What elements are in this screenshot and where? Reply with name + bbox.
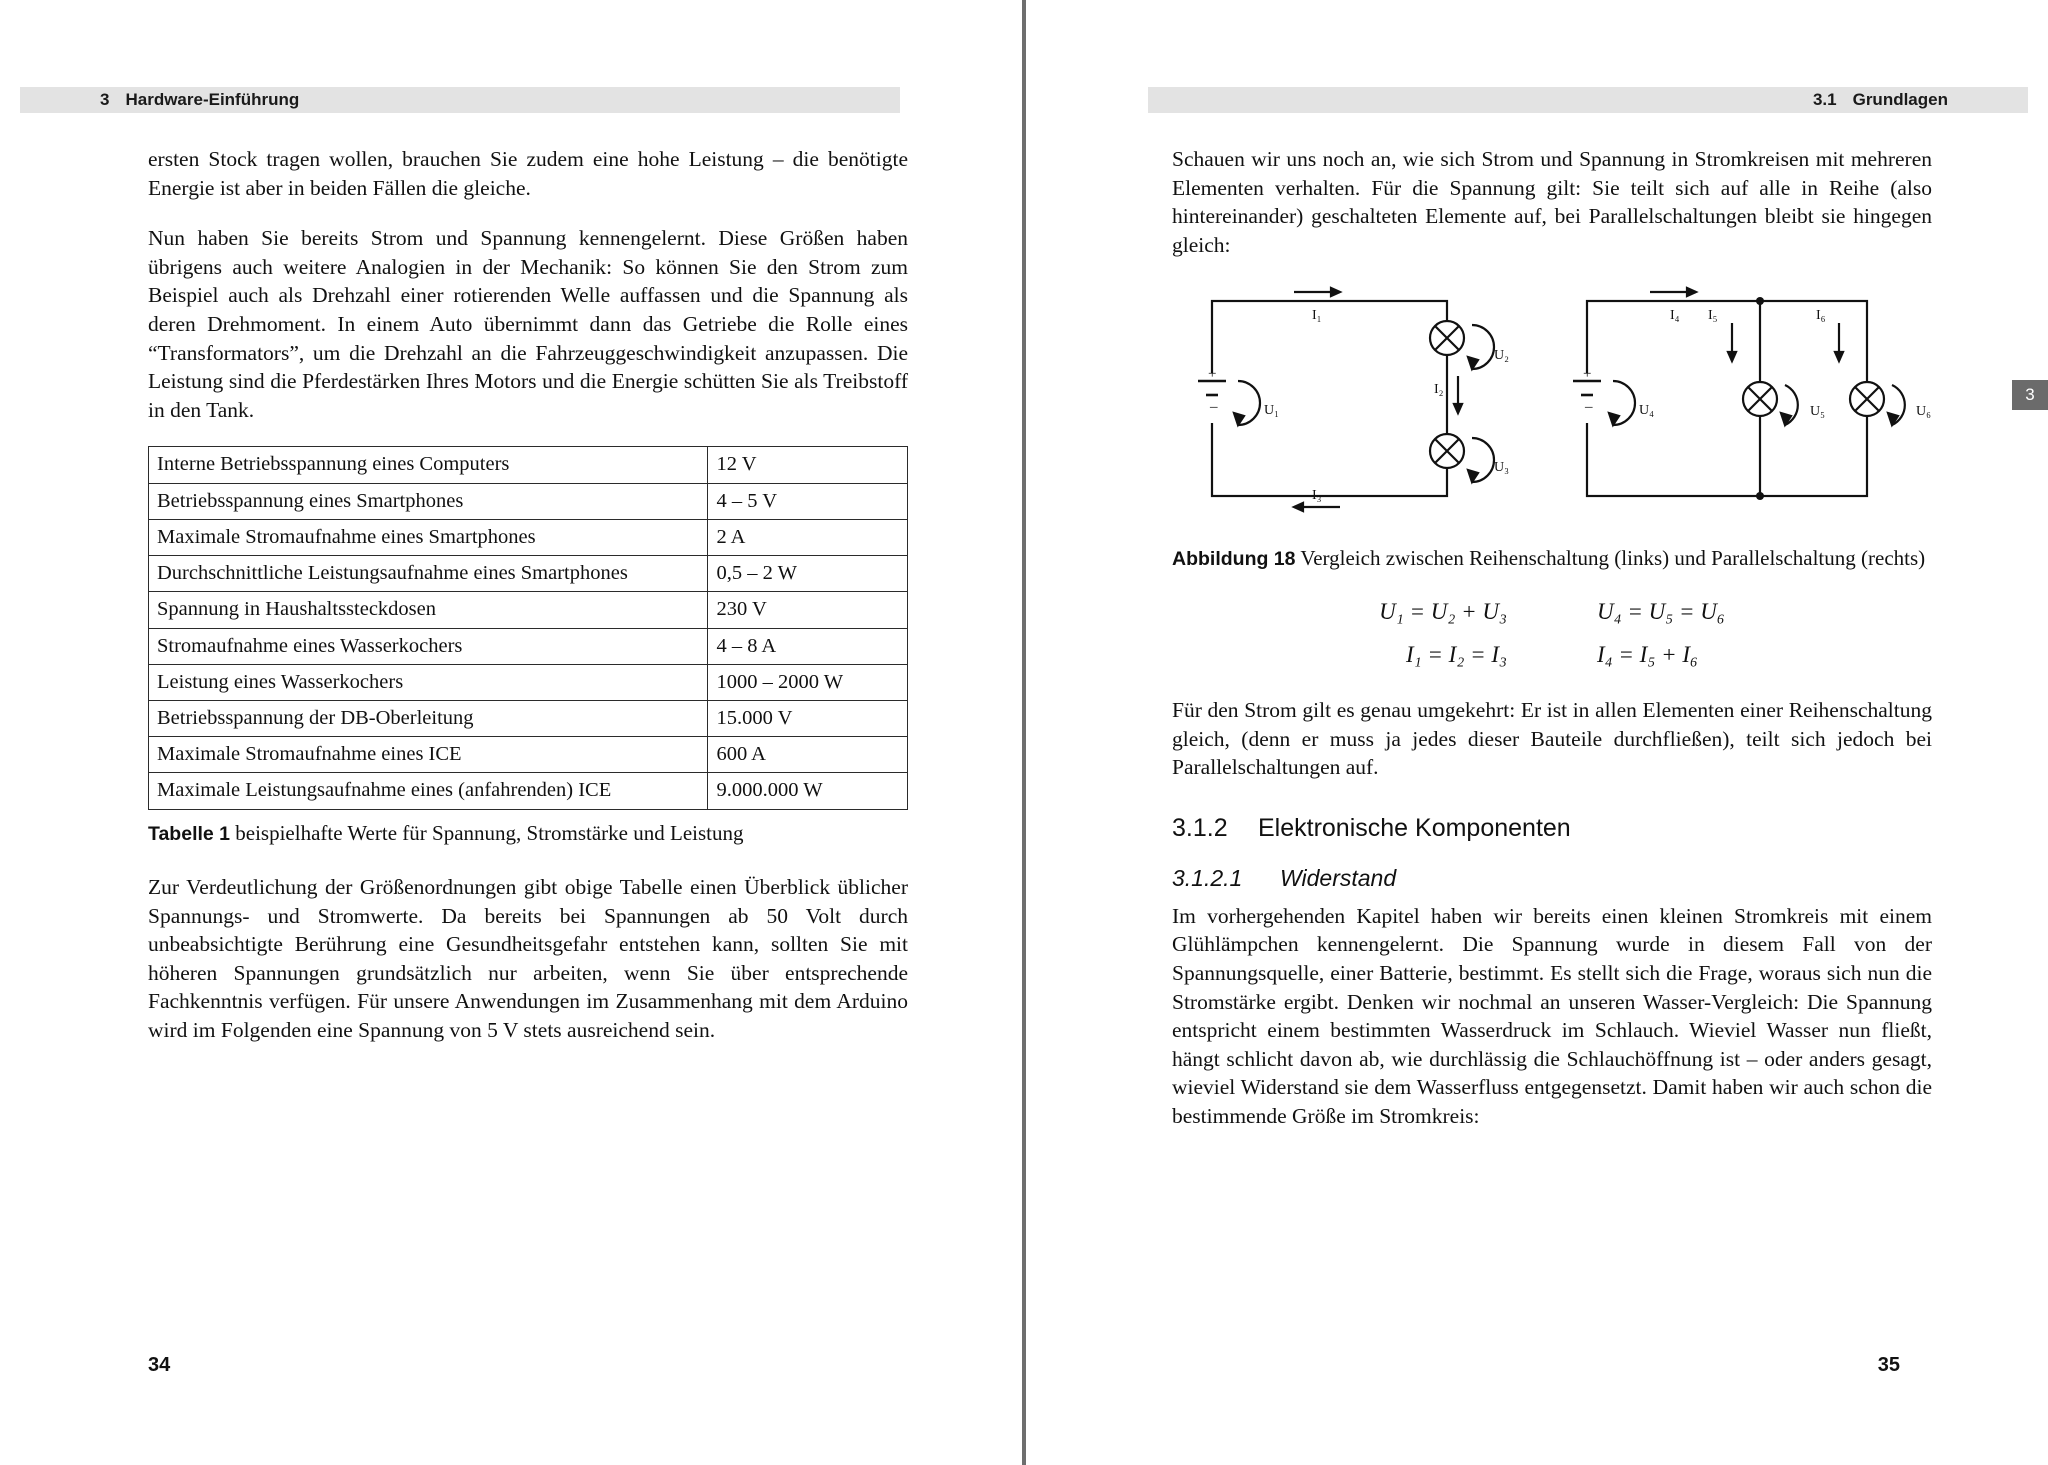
circuit-figure <box>1172 281 1932 531</box>
table-cell-value: 12 V <box>708 447 908 483</box>
formula-current-series: I₁ = I₂ = I₃ <box>1405 641 1507 667</box>
formula-row <box>1172 640 1932 671</box>
label-I6: I₆ <box>1816 308 1826 324</box>
running-head-title: Grundlagen <box>1852 90 1948 109</box>
page-number-left: 34 <box>148 1354 171 1376</box>
table-row <box>149 483 908 519</box>
table-row <box>149 519 908 555</box>
table-cell-label: Durchschnittliche Leistungsaufnahme eines Smartphones <box>149 556 708 592</box>
table-cell-label: Betriebsspannung eines Smartphones <box>149 483 708 519</box>
paragraph: Nun haben Sie bereits Strom und Spannung kennengelernt. Diese Größen haben übrigens auch weitere Analogien in der Mechanik: So können Sie den Strom zum Beispiel auch als Drehzahl einer rotierenden Welle auffassen und die Spannung als deren Drehmoment. In einem Auto übernimmt dann das Getriebe die Rolle eines “Transformators”, um die Drehzahl an die Fahrzeuggeschwindigkeit anzupassen. Die Leistung sind die Pferdestärken Ihres Motors und die Energie schütten Sie als Treibstoff in den Tank. <box>148 226 908 422</box>
table-row <box>149 773 908 809</box>
battery-minus: – <box>1210 399 1218 416</box>
running-head-title: Hardware-Einführung <box>125 90 300 109</box>
table-cell-label: Interne Betriebsspannung eines Computers <box>149 447 708 483</box>
label-I5: I₅ <box>1708 308 1718 324</box>
running-head-section-number: 3.1 <box>1812 90 1837 109</box>
figure-caption-text: Vergleich zwischen Reihenschaltung (links) und Parallelschaltung (rechts) <box>1300 546 1926 571</box>
table-cell-label: Maximale Leistungsaufnahme eines (anfahrenden) ICE <box>149 773 708 809</box>
subsection-heading-title: Widerstand <box>1280 865 1397 892</box>
page-right <box>1024 0 2048 1465</box>
table-caption-label: Tabelle 1 <box>148 822 231 845</box>
label-U3: U₃ <box>1494 460 1509 476</box>
subsection-heading <box>1172 863 1932 894</box>
formula-row <box>1172 597 1932 628</box>
table-row <box>149 737 908 773</box>
table-row <box>149 664 908 700</box>
formula-voltage-parallel: U₄ = U₅ = U₆ <box>1597 599 1725 625</box>
table-row <box>149 447 908 483</box>
table-cell-label: Maximale Stromaufnahme eines Smartphones <box>149 519 708 555</box>
battery-minus: – <box>1585 399 1593 416</box>
chapter-thumb-tab: 3 <box>2012 380 2048 410</box>
page-left-body <box>148 145 908 1067</box>
circuit-diagram-svg <box>1172 281 1932 531</box>
section-heading <box>1172 812 1932 845</box>
subsection-heading-number: 3.1.2.1 <box>1172 865 1243 892</box>
running-head-chapter-number: 3 <box>100 90 110 109</box>
label-U6: U₆ <box>1916 404 1931 420</box>
table-row <box>149 556 908 592</box>
table-caption-text: beispielhafte Werte für Spannung, Stromstärke und Leistung <box>235 820 744 845</box>
table-cell-value: 600 A <box>708 737 908 773</box>
running-head-right <box>1148 87 2028 113</box>
table-cell-value: 4 – 5 V <box>708 483 908 519</box>
paragraph: Schauen wir uns noch an, wie sich Strom und Spannung in Stromkreisen mit mehreren Elementen verhalten. Für die Spannung gilt: Sie teilt sich auf alle in Reihe (also hintereinander) geschalteten Elemente auf, bei Parallelschaltungen bleibt sie hingegen gleich: <box>1172 147 1932 257</box>
battery-plus: + <box>1208 366 1217 383</box>
paragraph: Im vorhergehenden Kapitel haben wir bereits einen kleinen Stromkreis mit einem Glühlämpchen kennengelernt. Die Spannung wurde in diesem Fall von der Spannungsquelle, einer Batterie, bestimmt. Es stellt sich die Frage, woraus sich nun die Stromstärke ergibt. Denken wir nochmal an unseren Wasser-Vergleich: Die Spannung entspricht einem bestimmten Wasserdruck im Schlauch. Wieviel Wasser nun fließt, hängt schlicht davon ab, wie durchlässig die Schlauchöffnung ist – oder anders gesagt, wieviel Widerstand sie dem Wasserfluss entgegensetzt. Damit haben wir auch schon die bestimmende Größe im Stromkreis: <box>1172 903 1932 1129</box>
figure-caption-label: Abbildung 18 <box>1172 548 1296 571</box>
label-I4: I₄ <box>1670 308 1680 324</box>
page-right-body <box>1172 145 1932 1153</box>
section-heading-number: 3.1.2 <box>1172 814 1228 843</box>
formula-voltage-series: U₁ = U₂ + U₃ <box>1379 599 1507 625</box>
table-cell-value: 1000 – 2000 W <box>708 664 908 700</box>
table-row <box>149 700 908 736</box>
paragraph: Für den Strom gilt es genau umgekehrt: Er ist in allen Elementen einer Reihenschaltung gleich, (denn er muss ja jedes dieser Bauteile durchfließen), teilt sich jedoch bei Parallelschaltungen auf. <box>1172 698 1932 780</box>
table-cell-value: 230 V <box>708 592 908 628</box>
table-caption <box>148 820 908 847</box>
values-table <box>148 446 908 809</box>
paragraph: Zur Verdeutlichung der Größenordnungen gibt obige Tabelle einen Überblick üblicher Spannungs- und Stromwerte. Da bereits bei Spannungen ab 50 Volt durch unbeabsichtigte Berührung eine Gesundheitsgefahr entstehen kann, sollten Sie mit höheren Spannungen grundsätzlich nur arbeiten, wenn Sie über entsprechende Fachkenntnis verfügen. Für unsere Anwendungen im Zusammenhang mit dem Arduino wird im Folgenden eine Spannung von 5 V stets ausreichend sein. <box>148 875 908 1042</box>
table-cell-value: 2 A <box>708 519 908 555</box>
figure-caption <box>1172 545 1932 573</box>
label-U5: U₅ <box>1810 404 1825 420</box>
label-I1: I₁ <box>1312 308 1322 324</box>
table-row <box>149 592 908 628</box>
label-I2: I₂ <box>1434 382 1444 398</box>
label-U1: U₁ <box>1264 403 1279 419</box>
label-U4: U₄ <box>1639 403 1654 419</box>
table-cell-label: Leistung eines Wasserkochers <box>149 664 708 700</box>
table-cell-label: Betriebsspannung der DB-Oberleitung <box>149 700 708 736</box>
page-number-right: 35 <box>1877 1354 1900 1376</box>
formula-current-parallel: I₄ = I₅ + I₆ <box>1597 641 1699 667</box>
label-I3: I₃ <box>1312 488 1322 504</box>
table-row <box>149 628 908 664</box>
spread-gutter <box>1022 0 1026 1465</box>
section-heading-title: Elektronische Komponenten <box>1258 814 1571 843</box>
table-cell-label: Stromaufnahme eines Wasserkochers <box>149 628 708 664</box>
formula-block <box>1172 597 1932 670</box>
paragraph: ersten Stock tragen wollen, brauchen Sie zudem eine hohe Leistung – die benötigte Energie ist aber in beiden Fällen die gleiche. <box>148 147 908 200</box>
table-cell-value: 9.000.000 W <box>708 773 908 809</box>
table-cell-label: Maximale Stromaufnahme eines ICE <box>149 737 708 773</box>
table-cell-value: 4 – 8 A <box>708 628 908 664</box>
running-head-left <box>20 87 900 113</box>
table-cell-label: Spannung in Haushaltssteckdosen <box>149 592 708 628</box>
table-cell-value: 15.000 V <box>708 700 908 736</box>
label-U2: U₂ <box>1494 348 1509 364</box>
table-cell-value: 0,5 – 2 W <box>708 556 908 592</box>
battery-plus: + <box>1583 366 1592 383</box>
